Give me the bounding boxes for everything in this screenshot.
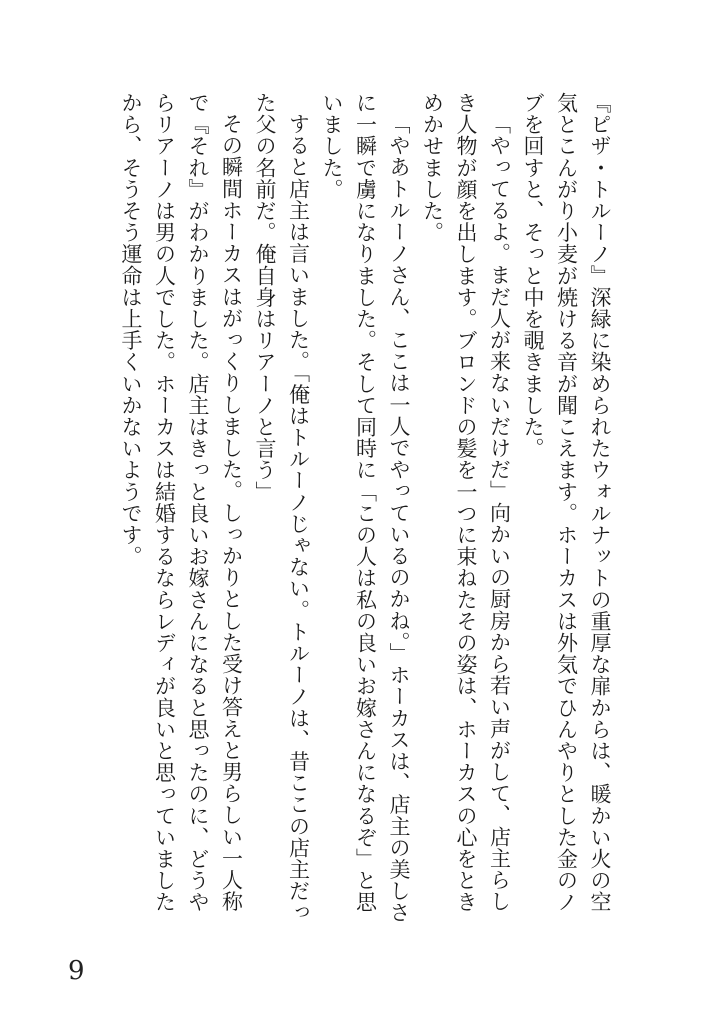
paragraph-3: 「やあトルーノさん、ここは一人でやっているのかね。」ホーカスは、店主の美しさに一瞬で虜になりました。そして同時に「この人は私の良いお嫁さんになるぞ」と思いました。 xyxy=(320,92,411,924)
page-number: 9 xyxy=(68,956,85,986)
vertical-text-body xyxy=(114,92,617,932)
paragraph-5: その瞬間ホーカスはがっくりしました。しっかりとした受け答えと男らしい一人称で『それ』がわかりました。店主はきっと良いお嫁さんになると思ったのに、どうやらリアーノは男の人でした。ホーカスは結婚するならレディが良いと思っていましたから、そうそう運命は上手くいかないようです。 xyxy=(119,92,244,913)
paragraph-2: 「やってるよ。まだ人が来ないだけだ」向かいの厨房から若い声がして、店主らしき人物が顔を出します。ブロンドの髪を一つに束ねたその姿は、ホーカスの心をときめかせました。 xyxy=(420,92,512,913)
paragraph-4: すると店主は言いました。「俺はトルーノじゃない。トルーノは、昔ここの店主だった父の名前だ。俺自身はリアーノと言う」 xyxy=(253,92,311,924)
paragraph-1: 『ピザ・トルーノ』深緑に染められたウォルナットの重厚な扉からは、暖かい火の空気とこんがり小麦が焼ける音が聞こえます。ホーカスは外気でひんやりとした金のノブを回すと、そっと中を覗きました。 xyxy=(521,92,612,913)
